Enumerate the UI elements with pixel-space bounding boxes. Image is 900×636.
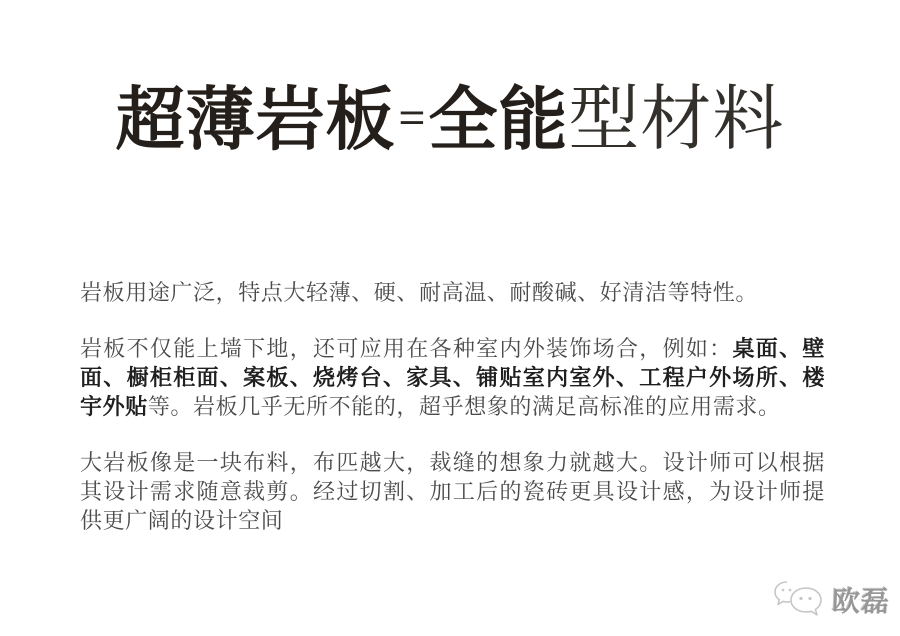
watermark-label: 欧磊 — [831, 586, 891, 617]
title-segment-ultra-thin-slab: 超薄岩板 — [115, 81, 396, 158]
paragraph-features-text: 岩板用途广泛，特点大轻薄、硬、耐高温、耐酸碱、好清洁等特性。 — [80, 280, 759, 305]
paragraph-features — [80, 278, 825, 307]
paragraph-applications-list: 桌面、壁面、橱柜柜面、案板、烧烤台、家具、铺贴室内室外、工程户外场所、楼宇外贴 — [80, 336, 825, 419]
title-equals-sign: = — [398, 94, 426, 140]
paragraph-applications-lead: 岩板不仅能上墙下地，还可应用在各种室内外装饰场合，例如： — [80, 336, 733, 361]
paragraph-applications-tail: 等。岩板几乎无所不能的，超乎想象的满足高标准的应用需求。 — [147, 394, 781, 419]
paragraph-design-text: 大岩板像是一块布料，布匹越大，裁缝的想象力就越大。设计师可以根据其设计需求随意裁剪。经过切割、加工后的瓷砖更具设计感，为设计师提供更广阔的设计空间 — [80, 450, 825, 533]
article-body — [80, 278, 825, 535]
title-segment-material: 型材料 — [568, 80, 785, 159]
watermark — [771, 578, 890, 622]
paragraph-applications — [80, 334, 825, 421]
wechat-icon — [771, 578, 827, 622]
title-segment-all-round: 全能 — [428, 81, 569, 158]
paragraph-design — [80, 448, 825, 535]
page-title — [0, 80, 900, 159]
